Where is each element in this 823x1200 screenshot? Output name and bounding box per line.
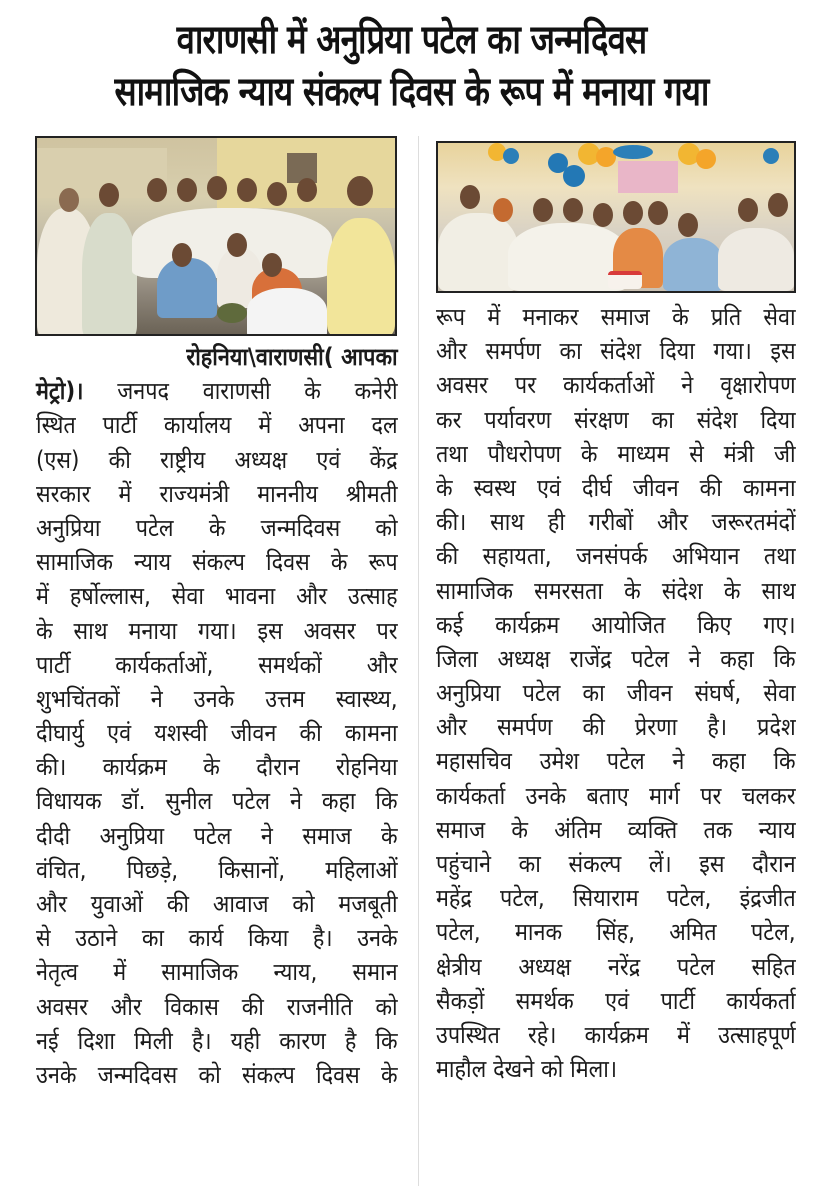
article-line: अनुप्रिया पटेल का जीवन संघर्ष, सेवा [436,679,796,708]
column-divider [418,136,419,1186]
article-line [36,374,398,408]
article-line: दीघार्यु एवं यशस्वी जीवन की कामना [36,719,398,748]
article-line: नेतृत्व में सामाजिक न्याय, समान [36,958,398,987]
article-line: शुभचिंतकों ने उनके उत्तम स्वास्थ्य, [36,684,398,713]
article-line: महासचिव उमेश पटेल ने कहा कि [436,747,796,776]
article-line: कर पर्यावरण संरक्षण का संदेश दिया [436,405,796,434]
article-line: के स्वस्थ एवं दीर्घ जीवन की कामना [436,473,796,502]
photo-cake-cutting [436,141,796,293]
dateline-cont: मेट्रो)। [36,377,84,406]
article-line: अनुप्रिया पटेल के जन्मदिवस को [36,513,398,542]
article-line: की सहायता, जनसंपर्क अभियान तथा [436,542,796,571]
article-line: पार्टी कार्यकर्ताओं, समर्थकों और [36,650,398,679]
article-line: विधायक डॉ. सुनील पटेल ने कहा कि [36,787,398,816]
article-line: और समर्पण की प्रेरणा है। प्रदेश [436,713,796,742]
article-line: जिला अध्यक्ष राजेंद्र पटेल ने कहा कि [436,644,796,673]
article-line: सरकार में राज्यमंत्री माननीय श्रीमती [36,479,398,508]
article-line: दीदी अनुप्रिया पटेल ने समाज के [36,821,398,850]
article-line: समाज के अंतिम व्यक्ति तक न्याय [436,815,796,844]
article-line: की। कार्यक्रम के दौरान रोहनिया [36,753,398,782]
article-line: (एस) की राष्ट्रीय अध्यक्ष एवं केंद्र [36,445,398,474]
article-line: कई कार्यक्रम आयोजित किए गए। [436,610,796,639]
article-column-1 [36,340,398,1092]
sapling [217,303,247,323]
headline [0,14,823,118]
article-line-text: जनपद वाराणसी के कनेरी [117,377,398,406]
article-line: पटेल, मानक सिंह, अमित पटेल, [436,918,796,947]
article-line: उपस्थित रहे। कार्यक्रम में उत्साहपूर्ण [436,1020,796,1049]
article-line: महेंद्र पटेल, सियाराम पटेल, इंद्रजीत [436,884,796,913]
article-line: और समर्पण का संदेश दिया गया। इस [436,337,796,366]
article-line: सामाजिक समरसता के संदेश के साथ [436,576,796,605]
photo-tree-planting [35,136,397,336]
headline-line-2: सामाजिक न्याय संकल्प दिवस के रूप में मनाया गया [114,69,709,115]
dateline: रोहनिया\वाराणसी( आपका [186,343,398,371]
article-line: सामाजिक न्याय संकल्प दिवस के रूप [36,548,398,577]
article-line: क्षेत्रीय अध्यक्ष नरेंद्र पटेल सहित [436,952,796,981]
article-line: रूप में मनाकर समाज के प्रति सेवा [436,303,796,331]
article-line: की। साथ ही गरीबों और जरूरतमंदों [436,508,796,537]
article-line: और युवाओं की आवाज को मजबूती [36,890,398,918]
article-line: अवसर पर कार्यकर्ताओं ने वृक्षारोपण [436,371,796,400]
article-line: कार्यकर्ता उनके बताए मार्ग पर चलकर [436,781,796,810]
article-line: पहुंचाने का संकल्प लें। इस दौरान [436,850,796,878]
cake [608,271,642,289]
article-line: सैकड़ों समर्थक एवं पार्टी कार्यकर्ता [436,986,796,1015]
banner [618,161,678,193]
article-line: के साथ मनाया गया। इस अवसर पर [36,616,398,645]
article-line: नई दिशा मिली है। यही कारण है कि [36,1026,398,1055]
article-column-2 [436,300,796,1086]
article-line: अवसर और विकास की राजनीति को [36,992,398,1021]
article-line: तथा पौधरोपण के माध्यम से मंत्री जी [436,439,796,468]
article-line: माहौल देखने को मिला। [436,1055,618,1084]
article-line: स्थित पार्टी कार्यालय में अपना दल [36,411,398,440]
article-line: से उठाने का कार्य किया है। उनके [36,924,398,953]
headline-line-1: वाराणसी में अनुप्रिया पटेल का जन्मदिवस [176,17,647,63]
article-line: उनके जन्मदिवस को संकल्प दिवस के [36,1060,398,1089]
article-line: में हर्षोल्लास, सेवा भावना और उत्साह [36,582,398,611]
article-line: वंचित, पिछड़े, किसानों, महिलाओं [36,855,398,884]
